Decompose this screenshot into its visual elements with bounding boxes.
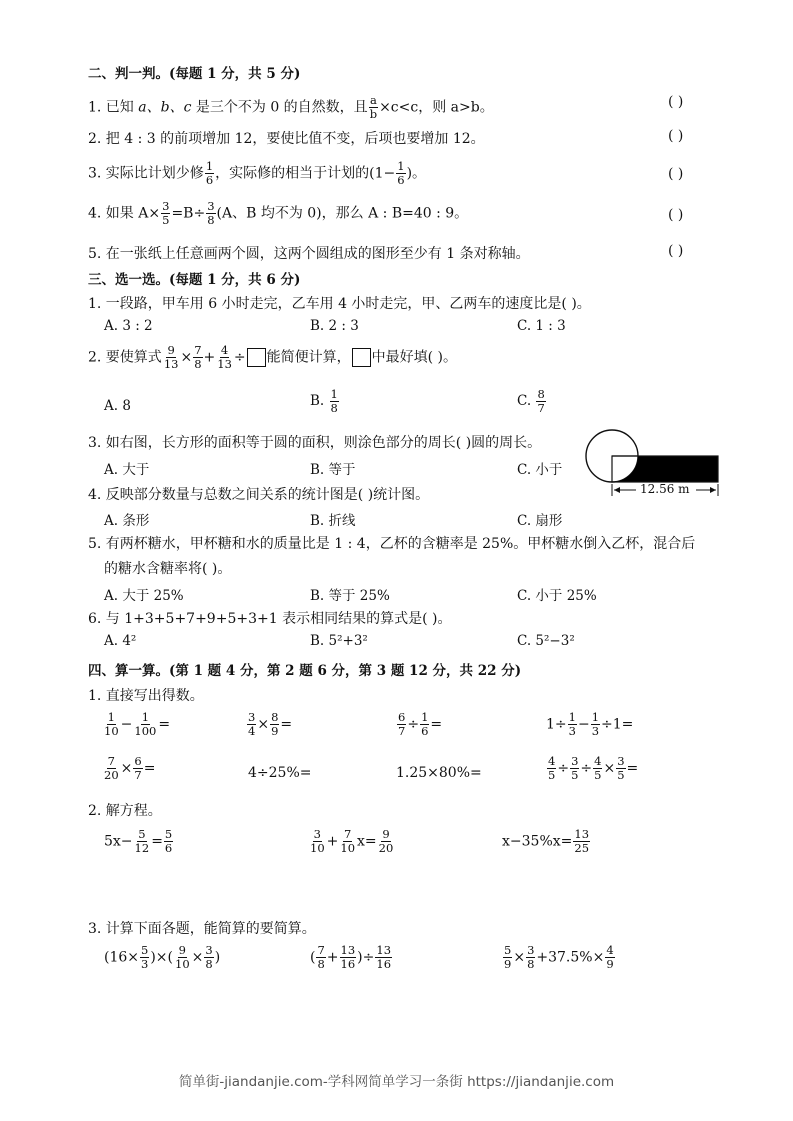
choice-q2-option-b[interactable] — [310, 388, 340, 415]
q4-mid: =B÷ — [171, 205, 206, 222]
calc-r1-e2: $\frac{3}{4}$ × $\frac{8}{9}$ = — [248, 710, 293, 738]
judge-q2: 2. 把 4 : 3 的前项增加 12，要使比值不变，后项也要增加 12。 — [88, 131, 485, 147]
choice-q1-option-c[interactable]: C. 1 : 3 — [517, 318, 566, 334]
choice-q4-option-a[interactable]: A. 条形 — [104, 513, 150, 529]
judge-q3-answer[interactable]: ( ) — [668, 166, 684, 182]
cq2-frac1: $\frac{9}{13}$ — [163, 343, 179, 371]
calc-r1-e3: $\frac{6}{7}$ ÷ $\frac{1}{6}$ = — [398, 710, 443, 738]
q3-post: )。 — [406, 165, 427, 182]
q3-pre: 3. 实际比计划少修 — [88, 165, 204, 182]
choice-q4-option-c[interactable]: C. 扇形 — [517, 513, 563, 529]
choice-q1-option-a[interactable]: A. 3 : 2 — [104, 318, 153, 334]
cq2-c-label: C. — [517, 393, 532, 409]
section3-title: 三、选一选。(每题 1 分，共 6 分) — [88, 272, 301, 288]
choice-q5-option-a[interactable]: A. 大于 25% — [104, 588, 184, 604]
choice-q6-option-a[interactable]: A. 4² — [104, 633, 137, 649]
calc-r2-e2: 4÷25%= — [248, 765, 312, 781]
judge-q5: 5. 在一张纸上任意画两个圆，这两个圆组成的图形至少有 1 条对称轴。 — [88, 246, 530, 262]
choice-q6-option-c[interactable]: C. 5²−3² — [517, 633, 575, 649]
judge-q1-answer[interactable]: ( ) — [668, 94, 684, 110]
compute-2: ( $\frac{7}{8}$ + $\frac{13}{16}$ )÷ $\frac{13}{16}$ — [310, 943, 392, 971]
compute-3: $\frac{5}{9}$ × $\frac{3}{8}$ +37.5%× $\frac{4}{9}$ — [504, 943, 614, 971]
arrow-left-icon — [614, 487, 620, 493]
cq2-pre: 2. 要使算式 — [88, 349, 162, 366]
cq2-frac3: $\frac{4}{13}$ — [217, 343, 232, 371]
judge-q3 — [88, 160, 426, 187]
section2-title: 二、判一判。(每题 1 分，共 5 分) — [88, 66, 301, 82]
calc-r1-e4: 1÷ $\frac{1}{3}$ − $\frac{1}{3}$ ÷1= — [546, 710, 634, 738]
cq2-b-frac: $\frac{1}{8}$ — [330, 387, 338, 415]
equation-1: 5x− $\frac{5}{12}$ = $\frac{5}{6}$ — [104, 827, 173, 855]
cq2-frac2: $\frac{7}{8}$ — [194, 343, 202, 371]
shaded-region — [612, 456, 718, 482]
judge-q2-answer[interactable]: ( ) — [668, 128, 684, 144]
cq2-plus: + — [203, 349, 216, 366]
judge-q4-answer[interactable]: ( ) — [668, 207, 684, 223]
choice-q5-option-b[interactable]: B. 等于 25% — [310, 588, 390, 604]
choice-q5-line2: 的糖水含糖率将( )。 — [104, 561, 232, 577]
choice-q2 — [88, 344, 457, 371]
choice-q2-option-a[interactable]: A. 8 — [104, 398, 131, 414]
choice-q4: 4. 反映部分数量与总数之间关系的统计图是( )统计图。 — [88, 487, 430, 503]
blank-box[interactable] — [247, 348, 266, 367]
equation-3: x−35%x= $\frac{13}{25}$ — [502, 827, 590, 855]
q3-mid: ，实际修的相当于计划的(1− — [215, 165, 396, 182]
cq2-div: ÷ — [233, 349, 246, 366]
choice-q5-option-c[interactable]: C. 小于 25% — [517, 588, 597, 604]
q4-pre: 4. 如果 A× — [88, 205, 161, 222]
judge-q5-answer[interactable]: ( ) — [668, 243, 684, 259]
calc-r2-e4: $\frac{4}{5}$ ÷ $\frac{3}{5}$ ÷ $\frac{4}{5}$ × $\frac{3}{5}$ = — [548, 754, 639, 782]
calc-r1-e1: $\frac{1}{10}$ − $\frac{1}{100}$ = — [104, 710, 171, 738]
calc-part3-title: 3. 计算下面各题，能简算的要简算。 — [88, 921, 316, 937]
footer-watermark: 简单街-jiandanjie.com-学科网简单学习一条街 https://jiandanjie.com — [178, 1074, 615, 1090]
choice-q3-option-b[interactable]: B. 等于 — [310, 462, 356, 478]
choice-q3: 3. 如右图，长方形的面积等于圆的面积，则涂色部分的周长( )圆的周长。 — [88, 435, 542, 451]
q4-frac1: $\frac{3}{5}$ — [162, 199, 170, 227]
q1-mid: 是三个不为 0 的自然数，且 — [191, 99, 368, 116]
q1-pre: 1. 已知 — [88, 99, 139, 116]
calc-r2-e3: 1.25×80%= — [396, 765, 482, 781]
cq2-c-frac: $\frac{8}{7}$ — [537, 387, 545, 415]
blank-box-ref — [352, 348, 371, 367]
calc-part1-title: 1. 直接写出得数。 — [88, 688, 204, 704]
q4-frac2: $\frac{3}{8}$ — [207, 199, 215, 227]
figure-length-label: 12.56 m — [640, 482, 690, 496]
arrow-right-icon — [710, 487, 716, 493]
q1-fraction: $\frac{a}{b}$ — [369, 93, 378, 121]
choice-q1-option-b[interactable]: B. 2 : 3 — [310, 318, 359, 334]
cq2-mid: 能简便计算， — [266, 349, 351, 366]
q4-post: (A、B 均不为 0)，那么 A : B=40 : 9。 — [216, 205, 469, 222]
q3-frac2: $\frac{1}{6}$ — [397, 159, 405, 187]
cq2-times: × — [180, 349, 193, 366]
judge-q4 — [88, 200, 468, 227]
choice-q2-option-c[interactable] — [517, 388, 547, 415]
cq2-b-label: B. — [310, 393, 325, 409]
equation-2: $\frac{3}{10}$ + $\frac{7}{10}$ x= $\frac{9}{20}$ — [310, 827, 394, 855]
compute-1: (16× $\frac{5}{3}$ )×( $\frac{9}{10}$ × $\frac{3}{8}$ ) — [104, 943, 221, 971]
q1-post: ×c<c，则 a>b。 — [379, 99, 494, 116]
q3-frac1: $\frac{1}{6}$ — [205, 159, 214, 187]
q1-vars: a、b、c — [138, 99, 192, 116]
choice-q3-option-a[interactable]: A. 大于 — [104, 462, 150, 478]
choice-q3-option-c[interactable]: C. 小于 — [517, 462, 563, 478]
calc-part2-title: 2. 解方程。 — [88, 803, 162, 819]
cq2-post: 中最好填( )。 — [371, 349, 457, 366]
choice-q5-line1: 5. 有两杯糖水，甲杯糖和水的质量比是 1 : 4，乙杯的含糖率是 25%。甲杯糖水倒入乙杯，混合后 — [88, 536, 696, 552]
choice-q1: 1. 一段路，甲车用 6 小时走完，乙车用 4 小时走完，甲、乙两车的速度比是( )。 — [88, 296, 591, 312]
choice-q6: 6. 与 1+3+5+7+9+5+3+1 表示相同结果的算式是( )。 — [88, 611, 452, 627]
choice-q6-option-b[interactable]: B. 5²+3² — [310, 633, 368, 649]
section4-title: 四、算一算。(第 1 题 4 分，第 2 题 6 分，第 3 题 12 分，共 22 分) — [88, 663, 522, 679]
choice-q4-option-b[interactable]: B. 折线 — [310, 513, 356, 529]
judge-q1 — [88, 94, 494, 121]
calc-r2-e1: $\frac{7}{20}$ × $\frac{6}{7}$ = — [104, 754, 156, 782]
